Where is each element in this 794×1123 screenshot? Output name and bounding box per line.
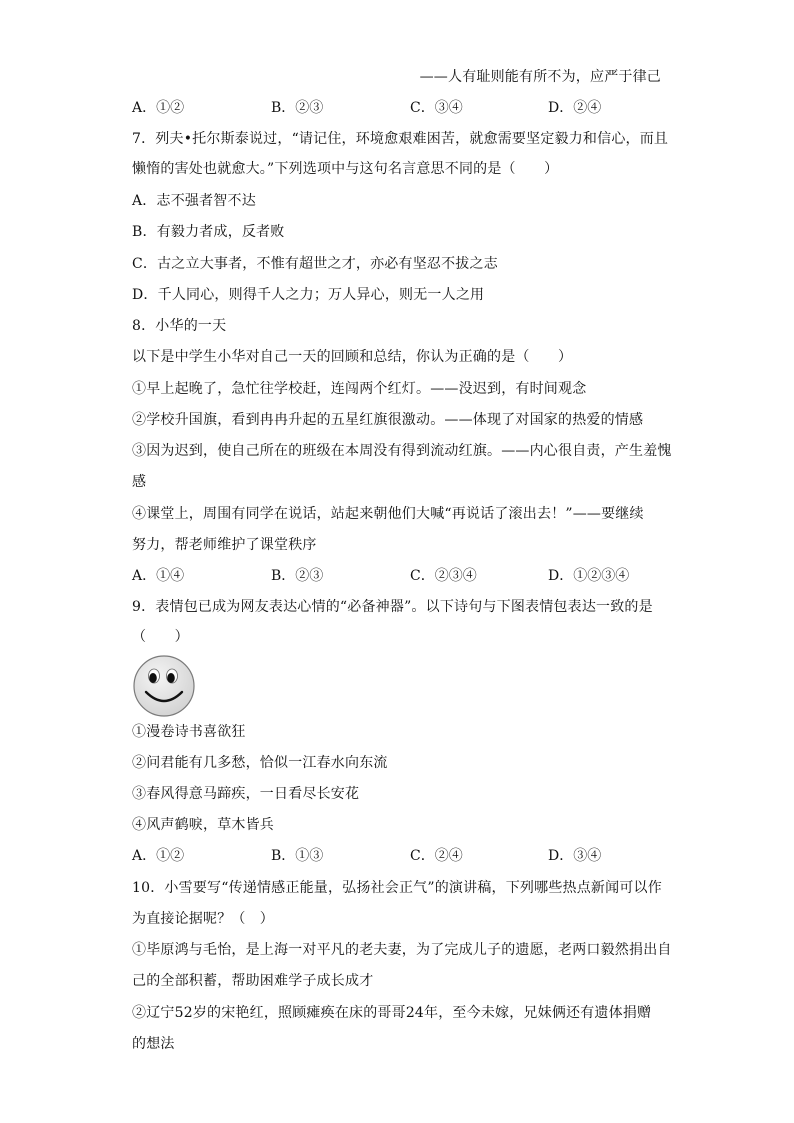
q10-item-1-line2: 己的全部积蓄，帮助困难学子成长成才 [132,973,374,989]
q10-stem-line1: 10．小雪要写“传递情感正能量，弘扬社会正气”的演讲稿，下列哪些热点新闻可以作 [132,880,662,896]
q10-item-2-line1: ②辽宁52岁的宋艳红，照顾瘫痪在床的哥哥24年，至今未嫁，兄妹俩还有遗体捐赠 [132,1005,652,1021]
q9-option-a[interactable]: A．①② [132,848,185,864]
q9-item-2: ②问君能有几多愁，恰似一江春水向东流 [132,755,388,771]
q7-option-a[interactable]: A．志不强者智不达 [132,193,256,209]
q9-option-b[interactable]: B．①③ [271,848,324,864]
q6-option-a[interactable]: A．①② [132,100,185,116]
q6-options [132,99,662,117]
q8-item-3-line1: ③因为迟到，使自己所在的班级在本周没有得到流动红旗。——内心很自责，产生羞愧 [132,443,672,459]
q8-item-2: ②学校升国旗，看到冉冉升起的五星红旗很激动。——体现了对国家的热爱的情感 [132,412,644,428]
q7-option-d[interactable]: D．千人同心，则得千人之力；万人异心，则无一人之用 [132,287,485,303]
q8-option-c[interactable]: C．②③④ [410,568,477,584]
q6-option-c[interactable]: C．③④ [410,100,463,116]
q8-option-b[interactable]: B．②③ [271,568,324,584]
q9-stem-line2: （ ） [132,629,189,645]
q8-options [132,567,662,585]
face-outline [134,656,194,716]
q9-item-3: ③春风得意马蹄疾，一日看尽长安花 [132,786,360,802]
q7-stem-line1: 7．列夫•托尔斯泰说过，“请记住，环境愈艰难困苦，就愈需要坚定毅力和信心，而且 [132,131,669,147]
q9-option-d[interactable]: D．③④ [548,848,602,864]
right-pupil [167,673,175,683]
left-pupil [149,673,157,683]
q9-options [132,847,662,865]
q6-option-b[interactable]: B．②③ [271,100,324,116]
q8-item-4-line1: ④课堂上，周围有同学在说话，站起来朝他们大喊“再说话了滚出去！”——要继续 [132,506,644,522]
q8-item-3-line2: 感 [132,474,147,490]
q9-item-4: ④风声鹤唳，草木皆兵 [132,817,274,833]
q8-title: 8．小华的一天 [132,318,227,334]
q10-item-2-line2: 的想法 [132,1036,175,1052]
q6-option-d[interactable]: D．②④ [548,100,602,116]
q10-item-1-line1: ①毕原鸿与毛怡，是上海一对平凡的老夫妻，为了完成儿子的遗愿，老两口毅然捐出自 [132,942,672,958]
q7-stem-line2: 懒惰的害处也就愈大。”下列选项中与这句名言意思不同的是（ ） [132,161,559,177]
q9-item-1: ①漫卷诗书喜欲狂 [132,724,246,740]
q9-stem-line1: 9．表情包已成为网友表达心情的“必备神器”。以下诗句与下图表情包表达一致的是 [132,599,653,615]
q8-stem: 以下是中学生小华对自己一天的回顾和总结，你认为正确的是（ ） [132,349,573,365]
smiley-face-icon [132,654,196,718]
q10-stem-line2: 为直接论据呢？（ ） [132,911,274,927]
q8-option-a[interactable]: A．①④ [132,568,185,584]
q8-item-1: ①早上起晚了，急忙往学校赶，连闯两个红灯。——没迟到，有时间观念 [132,381,587,397]
q9-option-c[interactable]: C．②④ [410,848,463,864]
q8-option-d[interactable]: D．①②③④ [548,568,630,584]
q7-option-c[interactable]: C．古之立大事者，不惟有超世之才，亦必有坚忍不拔之志 [132,256,498,272]
quote-source: ——人有耻则能有所不为，应严于律己 [419,69,661,85]
q8-item-4-line2: 努力，帮老师维护了课堂秩序 [132,537,317,553]
q7-option-b[interactable]: B．有毅力者成，反者败 [132,224,285,240]
